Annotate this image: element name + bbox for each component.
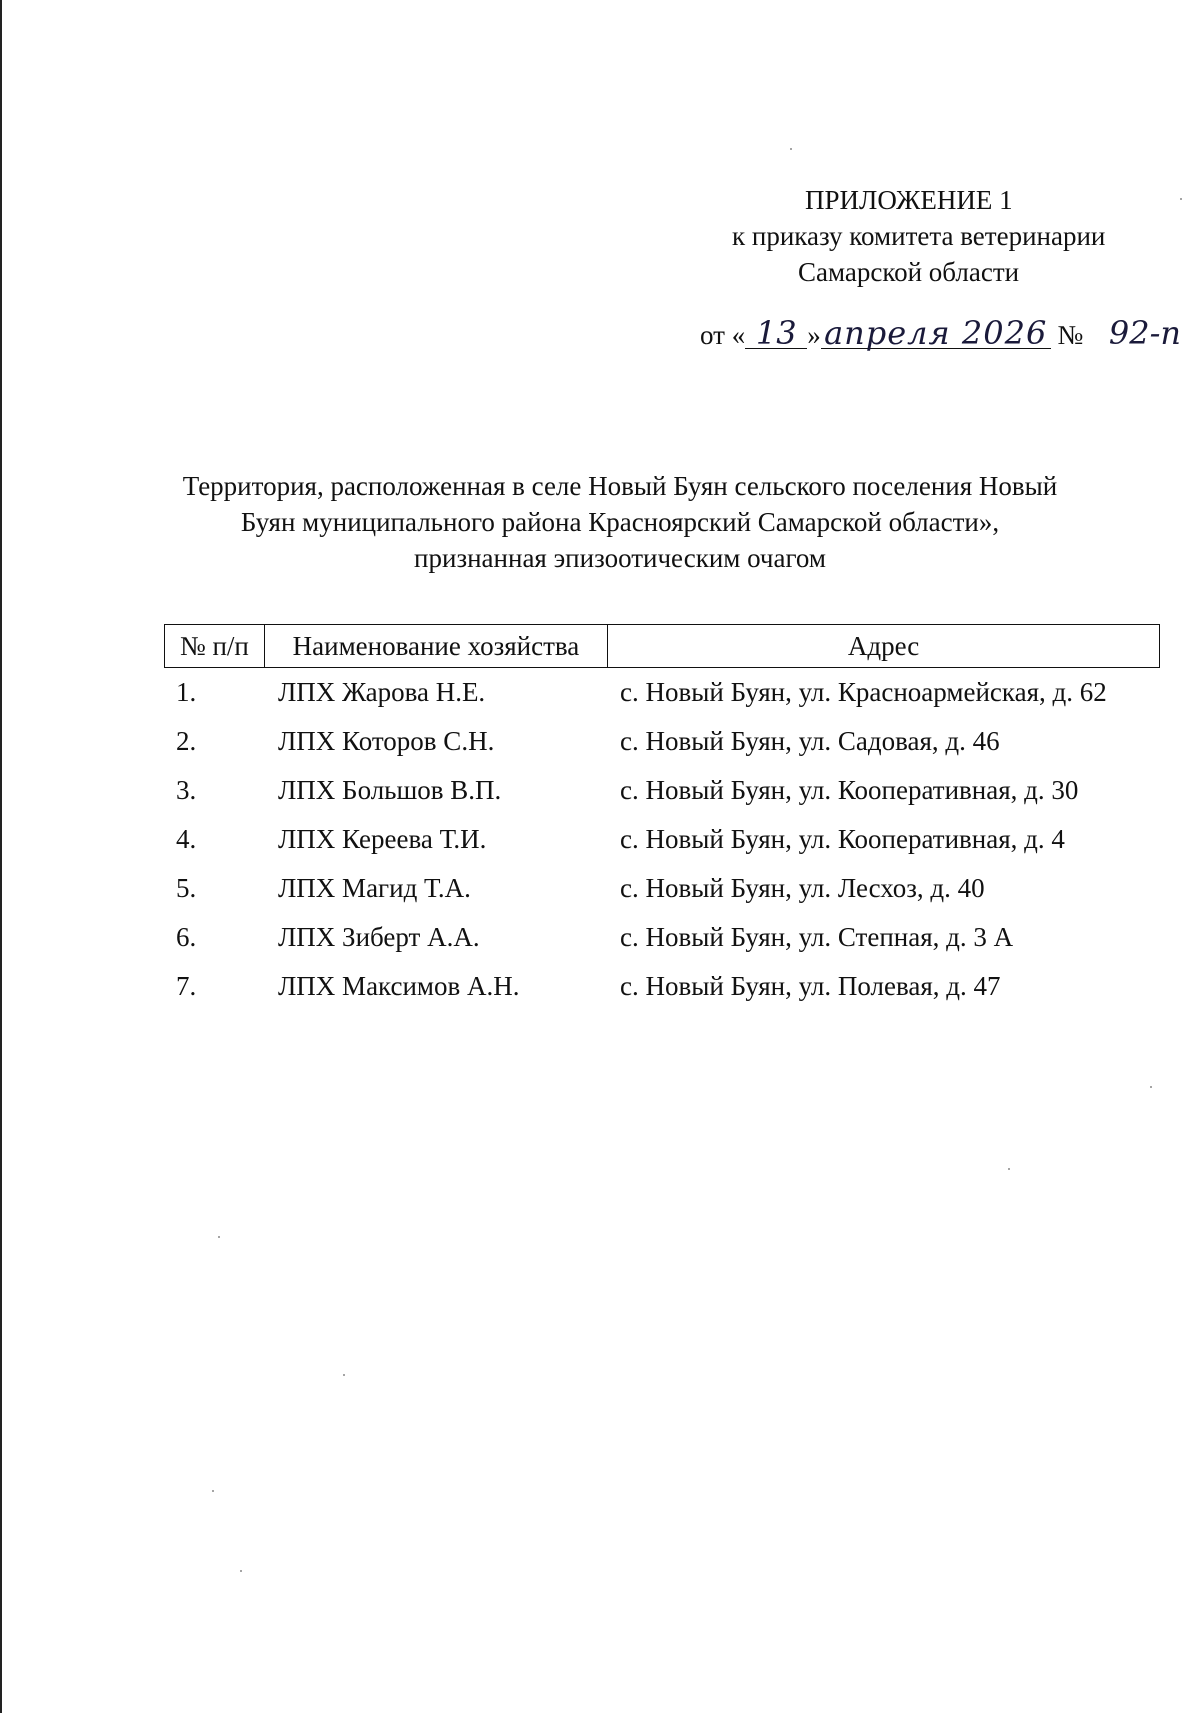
row-name: ЛПХ Большов В.П.	[278, 775, 502, 805]
scan-speck	[790, 148, 792, 150]
row-address: с. Новый Буян, ул. Кооперативная, д. 30	[620, 775, 1079, 805]
row-address: с. Новый Буян, ул. Красноармейская, д. 62	[620, 677, 1107, 707]
scan-speck	[218, 1236, 220, 1238]
scan-speck	[1150, 1086, 1152, 1088]
row-name: ЛПХ Зиберт А.А.	[278, 922, 480, 952]
row-number: 5.	[176, 873, 197, 903]
table-row	[164, 668, 1160, 717]
households-table	[164, 624, 1160, 1011]
row-name: ЛПХ Кереева Т.И.	[278, 824, 487, 854]
row-number: 1.	[176, 677, 197, 707]
row-number: 4.	[176, 824, 197, 854]
row-name: ЛПХ Магид Т.А.	[278, 873, 471, 903]
row-number: 7.	[176, 971, 197, 1001]
handwritten-month-year: апреля 2026	[821, 318, 1051, 349]
scan-speck	[212, 1490, 214, 1492]
header-name: Наименование хозяйства	[265, 625, 608, 667]
heading-line-2: Буян муниципального района Красноярский Самарской области»,	[240, 507, 1000, 537]
row-number: 2.	[176, 726, 197, 756]
handwritten-day: 13	[745, 318, 807, 349]
handwritten-order-number: 92-п	[1108, 314, 1182, 352]
table-row	[164, 717, 1160, 766]
scan-speck	[1180, 198, 1182, 200]
row-address: с. Новый Буян, ул. Садовая, д. 46	[620, 726, 1000, 756]
scan-page-edge	[0, 0, 2, 1713]
row-number: 3.	[176, 775, 197, 805]
appendix-region: Самарской области	[798, 257, 1020, 287]
table-header	[164, 624, 1160, 668]
table-row	[164, 815, 1160, 864]
row-address: с. Новый Буян, ул. Полевая, д. 47	[620, 971, 1001, 1001]
row-address: с. Новый Буян, ул. Кооперативная, д. 4	[620, 824, 1065, 854]
appendix-title: ПРИЛОЖЕНИЕ 1	[805, 185, 1013, 215]
row-number: 6.	[176, 922, 197, 952]
header-number: № п/п	[165, 625, 265, 667]
table-row	[164, 913, 1160, 962]
header-address: Адрес	[847, 630, 920, 661]
document-heading	[130, 468, 1110, 576]
scan-speck	[343, 1374, 345, 1376]
row-address: с. Новый Буян, ул. Лесхоз, д. 40	[620, 873, 985, 903]
table-row	[164, 864, 1160, 913]
row-address: с. Новый Буян, ул. Степная, д. 3 А	[620, 922, 1014, 952]
heading-line-3: признанная эпизоотическим очагом	[414, 543, 826, 573]
row-name: ЛПХ Жарова Н.Е.	[278, 677, 486, 707]
scan-speck	[1008, 1168, 1010, 1170]
table-row	[164, 766, 1160, 815]
order-date-number	[700, 314, 1200, 352]
table-row	[164, 962, 1160, 1011]
heading-line-1: Территория, расположенная в селе Новый Буян сельского поселения Новый	[182, 471, 1058, 501]
order-number-sign: №	[1057, 320, 1084, 350]
order-quote-close: »	[807, 320, 821, 350]
appendix-header	[640, 182, 1200, 290]
row-name: ЛПХ Которов С.Н.	[278, 726, 495, 756]
order-prefix: от «	[700, 320, 746, 350]
appendix-order-ref: к приказу комитета ветеринарии	[732, 221, 1106, 251]
scan-speck	[240, 1570, 242, 1572]
row-name: ЛПХ Максимов А.Н.	[278, 971, 520, 1001]
